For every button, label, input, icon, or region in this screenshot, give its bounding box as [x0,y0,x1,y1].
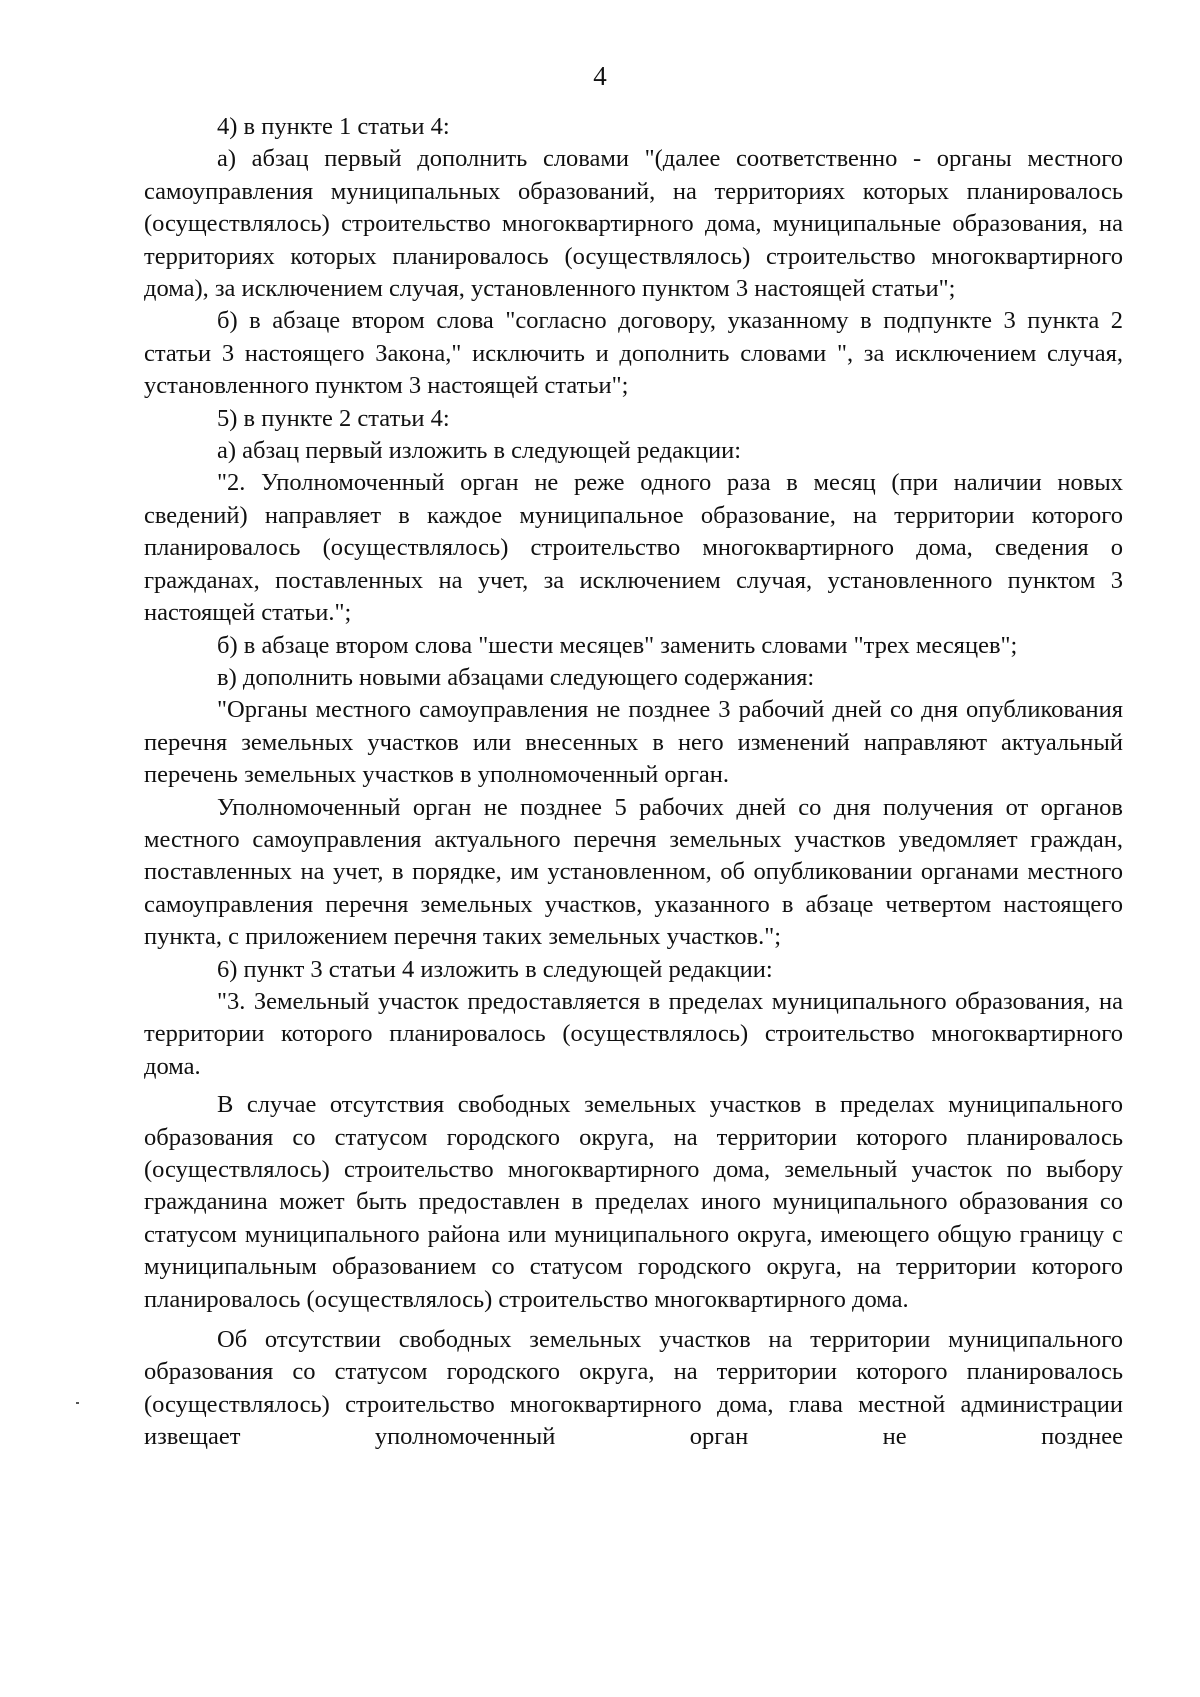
paragraph-item-6-heading: 6) пункт 3 статьи 4 изложить в следующей редакции: [217,955,773,983]
page-number: 4 [593,61,607,91]
paragraph-quoted-point-2: "2. Уполномоченный орган не реже одного раза в месяц (при наличии новых сведений) направляет в каждое муниципальное образование, на территории которого планировалось (осуществлялось) строительство многоквартирного дома, сведения о гражданах, поставленных на учет, за исключением случая, установленного пунктом 3 настоящей статьи."; [144,469,1123,627]
document-body [144,111,1123,1454]
paragraph-item-5-heading: 5) в пункте 2 статьи 4: [217,404,450,432]
paragraph-absence-of-plots-case: В случае отсутствия свободных земельных участков в пределах муниципального образования со статусом городского округа, на территории которого планировалось (осуществлялось) строительство многоквартирного дома, земельный участок по выбору гражданина может быть предоставлен в пределах иного муниципального образования со статусом муниципального района или муниципального округа, имеющего общую границу с муниципальным образованием со статусом городского округа, на территории которого планировалось (осуществлялось) строительство многоквартирного дома. [144,1091,1123,1313]
paragraph-absence-notification: Об отсутствии свободных земельных участков на территории муниципального образования со статусом городского округа, на территории которого планировалось (осуществлялось) строительство многоквартирного дома, глава местной администрации извещает уполномоченный орган не позднее [144,1326,1123,1451]
paragraph-item-5-subitem-b: б) в абзаце втором слова "шести месяцев" заменить словами "трех месяцев"; [217,631,1018,659]
paragraph-subitem-b: б) в абзаце втором слова "согласно договору, указанному в подпункте 3 пункта 2 статьи 3 настоящего Закона," исключить и дополнить словами ", за исключением случая, установленного пунктом 3 настоящей статьи"; [144,307,1123,400]
paragraph-item-5-subitem-v: в) дополнить новыми абзацами следующего содержания: [217,663,815,691]
paragraph-quoted-authorized-body: Уполномоченный орган не позднее 5 рабочих дней со дня получения от органов местного самоуправления актуального перечня земельных участков уведомляет граждан, поставленных на учет, в порядке, им установленном, об опубликовании органами местного самоуправления перечня земельных участков, указанного в абзаце четвертом настоящего пункта, с приложением перечня таких земельных участков."; [144,793,1123,951]
paragraph-item-4-heading: 4) в пункте 1 статьи 4: [217,113,450,140]
scan-speck [76,1402,79,1404]
paragraph-quoted-point-3: "3. Земельный участок предоставляется в пределах муниципального образования, на территории которого планировалось (осуществлялось) строительство многоквартирного дома. [144,987,1123,1080]
paragraph-quoted-local-authorities: "Органы местного самоуправления не позднее 3 рабочий дней со дня опубликования перечня земельных участков или внесенных в него изменений направляют актуальный перечень земельных участков в уполномоченный орган. [144,696,1123,789]
paragraph-subitem-a: а) абзац первый дополнить словами "(далее соответственно - органы местного самоуправления муниципальных образований, на территориях которых планировалось (осуществлялось) строительство многоквартирного дома, муниципальные образования, на территориях которых планировалось (осуществлялось) строительство многоквартирного дома), за исключением случая, установленного пунктом 3 настоящей статьи"; [144,145,1123,303]
paragraph-item-5-subitem-a: а) абзац первый изложить в следующей редакции: [217,437,742,465]
